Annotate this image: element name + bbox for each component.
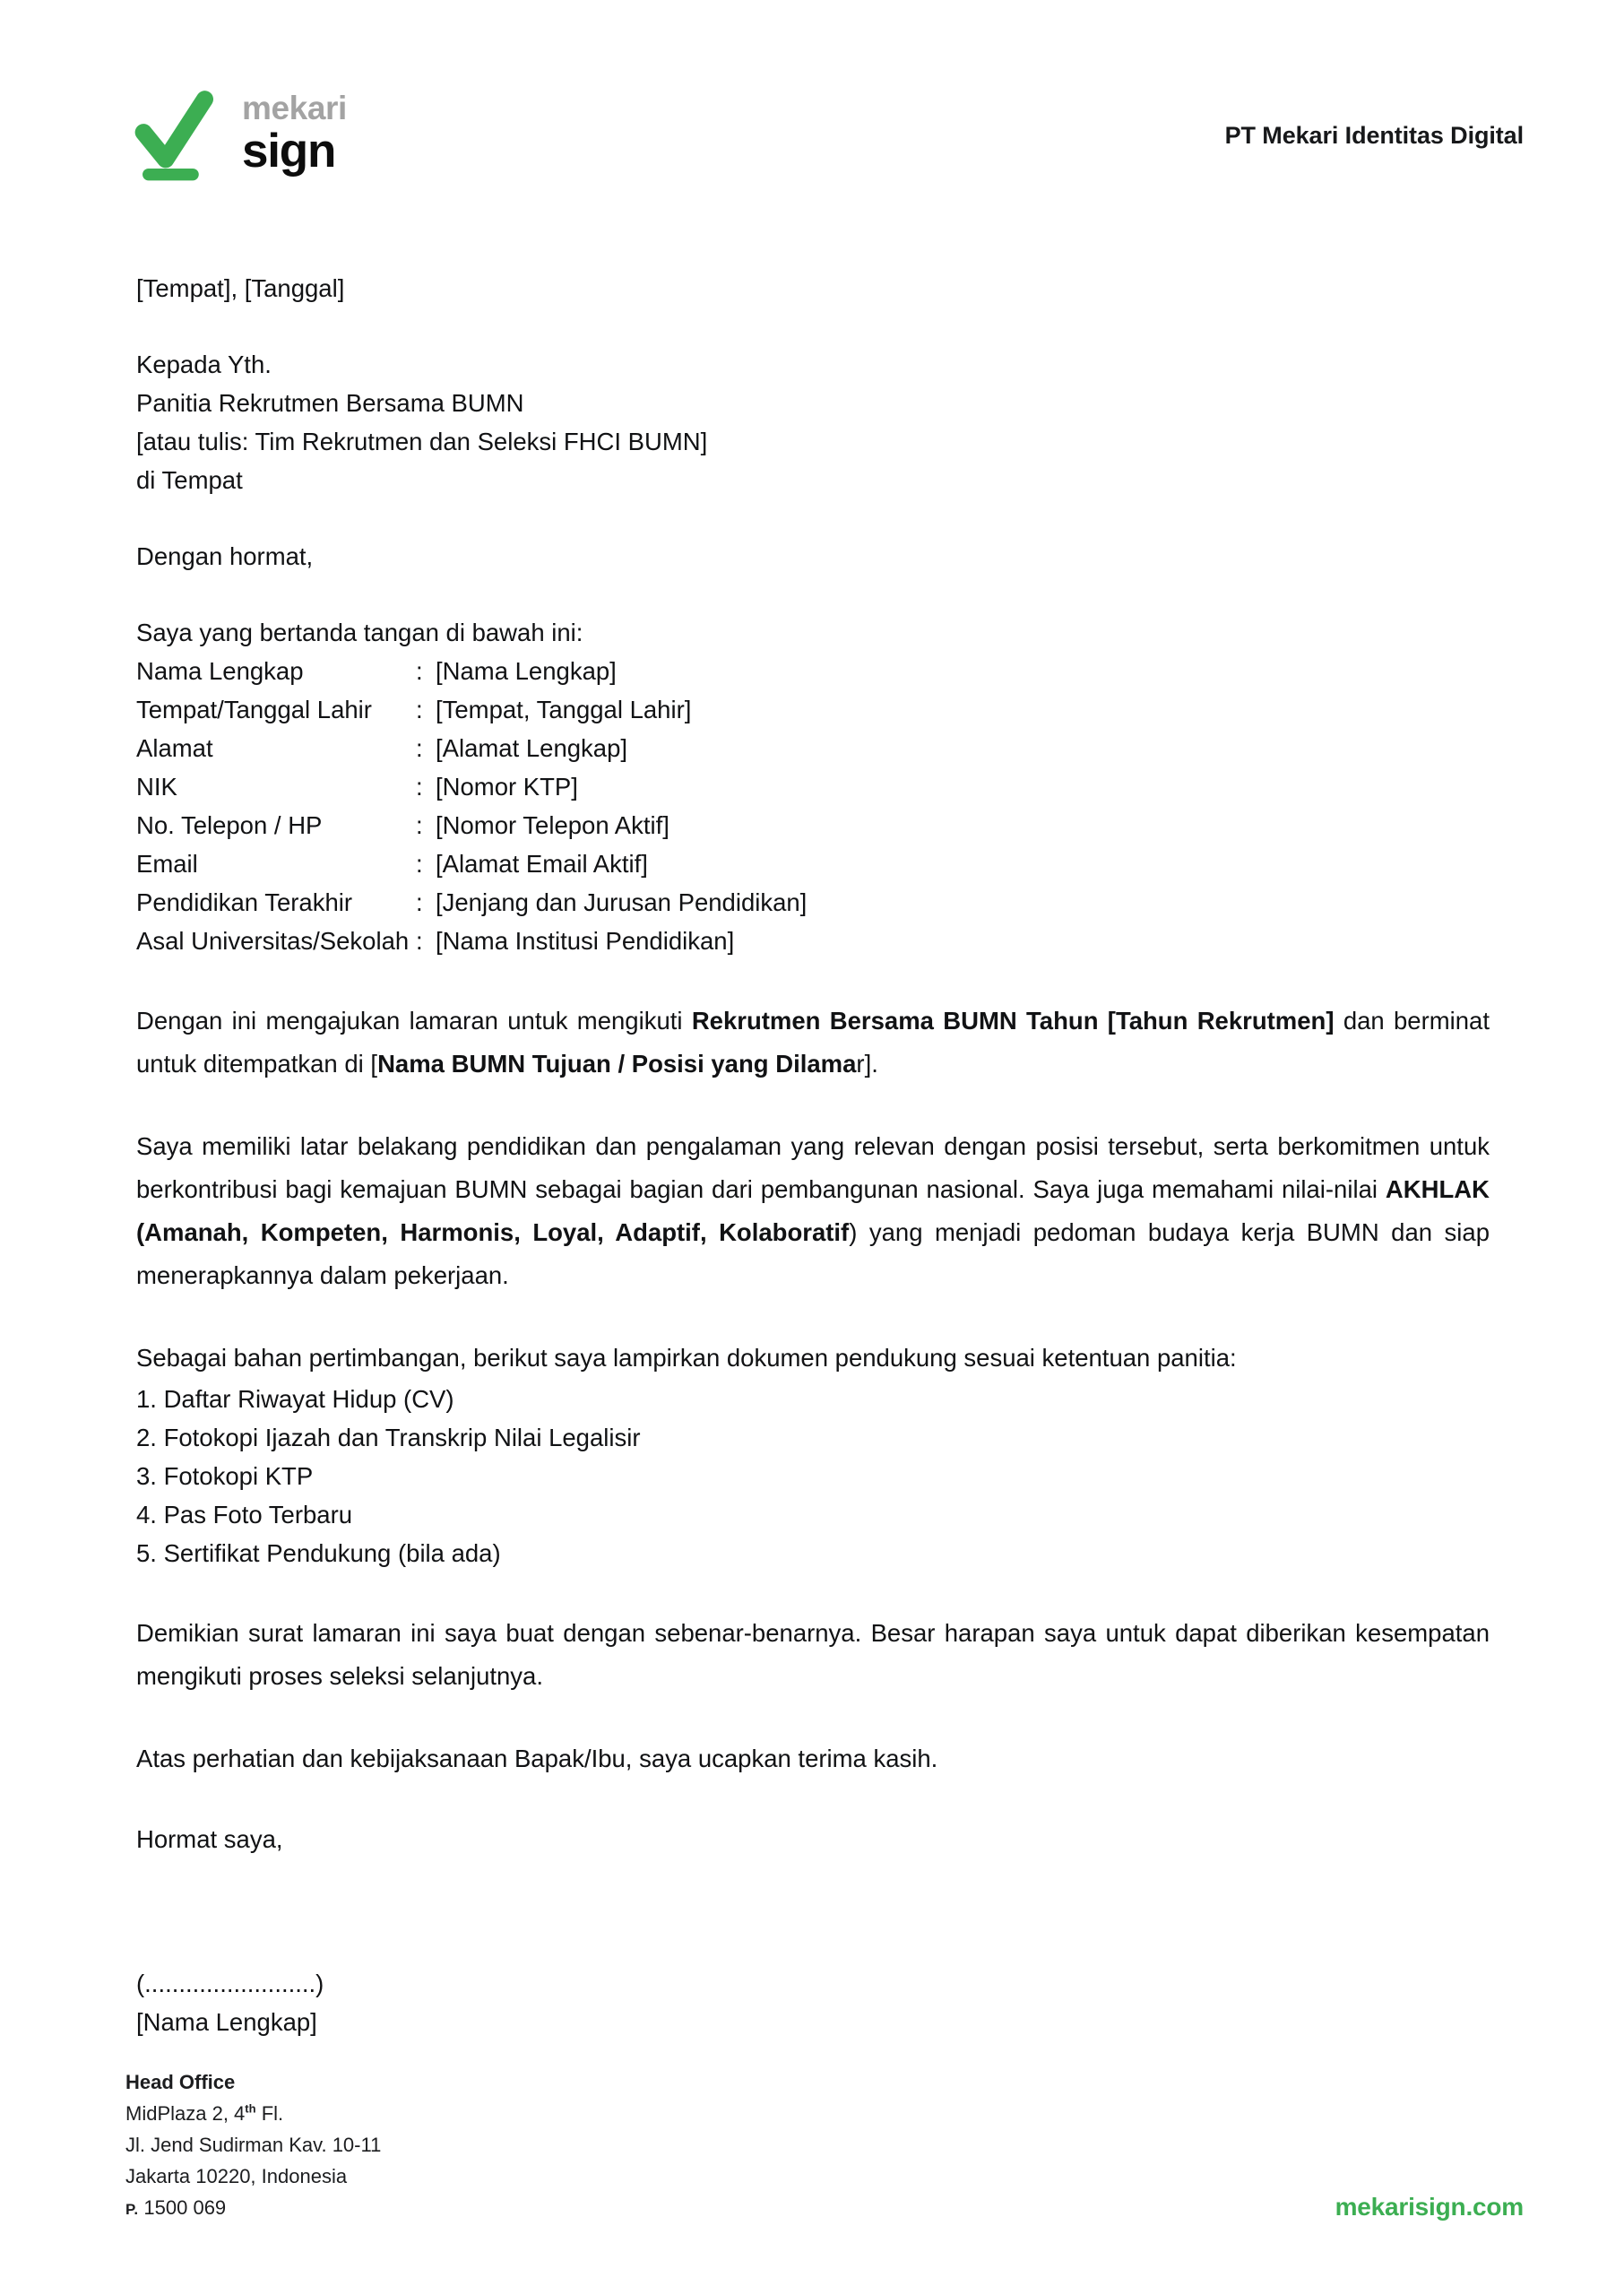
spacer	[136, 576, 1490, 613]
spacer	[136, 1698, 1490, 1737]
field-label: Email	[136, 850, 198, 878]
field-separator: :	[416, 888, 423, 916]
application-text-2: dan berminat untuk ditempatkan di [	[136, 1007, 1490, 1078]
spacer	[136, 499, 1490, 537]
address-line-2: Jl. Jend Sudirman Kav. 10-11	[125, 2134, 382, 2156]
list-item: 1. Daftar Riwayat Hidup (CV)	[136, 1385, 454, 1413]
document-footer	[125, 2066, 1524, 2225]
list-item: 5. Sertifikat Pendukung (bila ada)	[136, 1539, 501, 1567]
recipient-line-3: [atau tulis: Tim Rekrutmen dan Seleksi FHCI BUMN]	[136, 428, 708, 455]
identity-fields-table	[136, 652, 807, 960]
application-bold-2: Nama BUMN Tujuan / Posisi yang Dilama	[377, 1050, 857, 1078]
identity-intro: Saya yang bertanda tangan di bawah ini:	[136, 619, 583, 646]
field-label: No. Telepon / HP	[136, 811, 323, 839]
background-paragraph	[136, 1125, 1490, 1297]
document-header	[125, 86, 1524, 185]
list-item: 2. Fotokopi Ijazah dan Transkrip Nilai Legalisir	[136, 1424, 641, 1451]
address-line-1-post: Fl.	[255, 2102, 284, 2125]
thanks-paragraph: Atas perhatian dan kebijaksanaan Bapak/Ibu, saya ucapkan terima kasih.	[136, 1745, 938, 1772]
list-item: 4. Pas Foto Terbaru	[136, 1501, 353, 1529]
application-bold-1: Rekrutmen Bersama BUMN Tahun [Tahun Rekrutmen]	[691, 1007, 1335, 1035]
background-bold-akhlak: AKHLAK (Amanah, Kompeten, Harmonis, Loyal, Adaptif, Kolaboratif	[136, 1175, 1490, 1246]
application-text-1: Dengan ini mengajukan lamaran untuk mengikuti	[136, 1007, 692, 1035]
recipient-line-1: Kepada Yth.	[136, 351, 272, 378]
application-text-3: r].	[856, 1050, 878, 1078]
field-separator: :	[416, 927, 423, 955]
closing-paragraph: Demikian surat lamaran ini saya buat dengan sebenar-benarnya. Besar harapan saya untuk dapat diberikan kesempatan mengikuti proses seleksi selanjutnya.	[136, 1619, 1490, 1690]
spacer	[136, 1297, 1490, 1337]
logo-wordmark	[242, 91, 347, 180]
spacer	[136, 1572, 1490, 1612]
place-and-date: [Tempat], [Tanggal]	[136, 274, 345, 302]
field-separator: :	[416, 850, 423, 878]
phone-prefix: P.	[125, 2201, 139, 2218]
field-value: [Alamat Email Aktif]	[436, 850, 648, 878]
office-address	[125, 2066, 381, 2225]
field-value: [Nama Institusi Pendidikan]	[436, 927, 735, 955]
field-label: Asal Universitas/Sekolah	[136, 927, 410, 955]
table-row	[136, 883, 807, 922]
field-value: [Nomor Telepon Aktif]	[436, 811, 669, 839]
signature-space	[136, 1858, 1490, 1964]
spacer	[136, 960, 1490, 1000]
table-row	[136, 729, 807, 767]
background-text-1: Saya memiliki latar belakang pendidikan dan pengalaman yang relevan dengan posisi tersebut, serta berkomitmen untuk berkontribusi bagi kemajuan BUMN sebagai bagian dari pembangunan nasional. Saya juga memahami nilai-nilai	[136, 1132, 1490, 1203]
check-signature-mark-icon	[125, 85, 226, 186]
field-separator: :	[416, 657, 423, 685]
table-row	[136, 690, 807, 729]
salutation: Dengan hormat,	[136, 542, 314, 570]
letter-body	[136, 269, 1490, 2041]
field-separator: :	[416, 773, 423, 801]
website-link[interactable]: mekarisign.com	[1335, 2193, 1524, 2221]
spacer	[136, 1086, 1490, 1125]
address-line-1	[125, 2098, 381, 2129]
field-value: [Tempat, Tanggal Lahir]	[436, 696, 692, 723]
field-value: [Alamat Lengkap]	[436, 734, 628, 762]
phone-line	[125, 2192, 381, 2225]
spacer	[136, 1780, 1490, 1820]
table-row	[136, 844, 807, 883]
spacer	[136, 307, 1490, 345]
logo-word-mekari: mekari	[242, 89, 347, 126]
field-value: [Jenjang dan Jurusan Pendidikan]	[436, 888, 808, 916]
phone-number: 1500 069	[143, 2196, 227, 2219]
field-label: Tempat/Tanggal Lahir	[136, 696, 372, 723]
signature-line: (.........................)	[136, 1970, 324, 1997]
field-separator: :	[416, 696, 423, 723]
field-label: NIK	[136, 773, 177, 801]
field-label: Nama Lengkap	[136, 657, 304, 685]
company-name: PT Mekari Identitas Digital	[1224, 121, 1524, 149]
table-row	[136, 806, 807, 844]
address-line-1-pre: MidPlaza 2, 4	[125, 2102, 246, 2125]
mekari-sign-logo	[125, 85, 347, 186]
address-line-3: Jakarta 10220, Indonesia	[125, 2165, 348, 2187]
table-row	[136, 767, 807, 806]
recipient-line-2: Panitia Rekrutmen Bersama BUMN	[136, 389, 524, 417]
recipient-block	[136, 345, 1490, 499]
field-label: Pendidikan Terakhir	[136, 888, 353, 916]
office-label: Head Office	[125, 2071, 236, 2093]
logo-word-sign: sign	[242, 125, 336, 178]
attachments-list	[136, 1380, 1490, 1572]
field-separator: :	[416, 734, 423, 762]
application-paragraph	[136, 1000, 1490, 1086]
address-ordinal-suffix: th	[245, 2101, 256, 2116]
field-value: [Nama Lengkap]	[436, 657, 617, 685]
field-label: Alamat	[136, 734, 213, 762]
signature-name: [Nama Lengkap]	[136, 2008, 317, 2036]
field-separator: :	[416, 811, 423, 839]
table-row	[136, 922, 807, 960]
list-item: 3. Fotokopi KTP	[136, 1462, 314, 1490]
attachments-intro: Sebagai bahan pertimbangan, berikut saya lampirkan dokumen pendukung sesuai ketentuan panitia:	[136, 1344, 1237, 1372]
recipient-line-4: di Tempat	[136, 466, 243, 494]
signoff: Hormat saya,	[136, 1825, 283, 1853]
table-row	[136, 652, 807, 690]
field-value: [Nomor KTP]	[436, 773, 578, 801]
background-text-2: ) yang menjadi pedoman budaya kerja BUMN dan siap menerapkannya dalam pekerjaan.	[136, 1218, 1490, 1289]
